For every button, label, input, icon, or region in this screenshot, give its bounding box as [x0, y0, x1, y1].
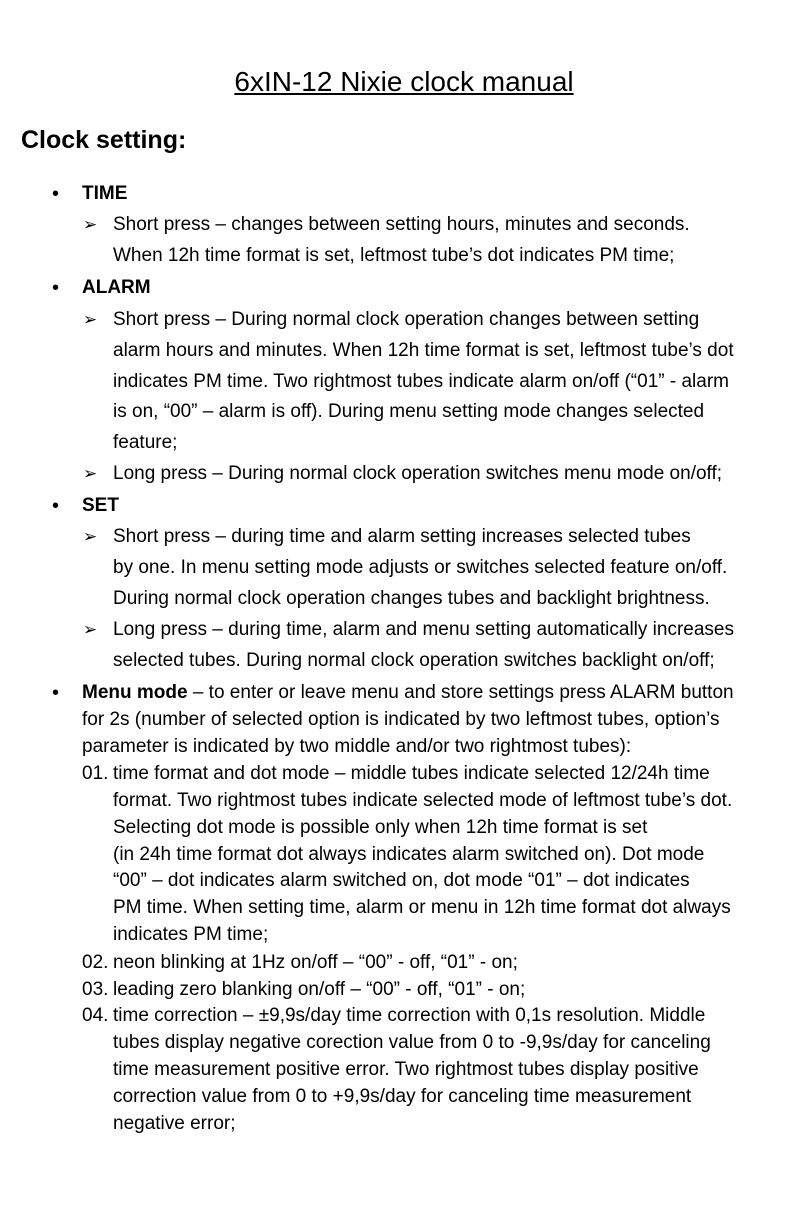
section-heading-text: Clock setting: [21, 126, 178, 154]
button-name-alarm: ALARM: [82, 277, 151, 298]
text-line: Short press – changes between setting hours, minutes and seconds.: [113, 214, 690, 235]
arrow-bullet-icon: ➢: [83, 620, 98, 639]
arrow-bullet-icon: ➢: [83, 215, 98, 234]
text-line: parameter is indicated by two middle and/or two rightmost tubes):: [82, 736, 632, 757]
text-line: feature;: [113, 432, 178, 453]
text-line: indicates PM time;: [113, 924, 269, 945]
text-line: alarm hours and minutes. When 12h time format is set, leftmost tube’s dot: [113, 340, 734, 361]
text-line: time format and dot mode – middle tubes indicate selected 12/24h time: [113, 763, 710, 784]
option-number: 02.: [82, 952, 109, 973]
text-line: Long press – During normal clock operation switches menu mode on/off;: [113, 463, 723, 484]
bullet-icon: •: [52, 495, 60, 517]
text-line: leading zero blanking on/off – “00” - off, “01” - on;: [113, 979, 526, 1000]
option-number: 04.: [82, 1005, 109, 1026]
arrow-bullet-icon: ➢: [83, 527, 98, 546]
button-name-menu-mode: Menu mode: [82, 682, 188, 703]
text-line: Short press – during time and alarm setting increases selected tubes: [113, 526, 691, 547]
section-heading-colon: :: [177, 126, 187, 154]
text-line: correction value from 0 to +9,9s/day for canceling time measurement: [113, 1086, 692, 1107]
text-line: – to enter or leave menu and store settings press ALARM button: [187, 682, 734, 703]
text-line: selected tubes. During normal clock operation switches backlight on/off;: [113, 650, 715, 671]
arrow-bullet-icon: ➢: [83, 464, 98, 483]
text-line: time correction – ±9,9s/day time correction with 0,1s resolution. Middle: [113, 1005, 706, 1026]
text-line: neon blinking at 1Hz on/off – “00” - off, “01” - on;: [113, 952, 518, 973]
text-line: Selecting dot mode is possible only when 12h time format is set: [113, 817, 648, 838]
section-heading: [21, 126, 186, 155]
bullet-icon: •: [52, 183, 60, 205]
button-name-set: SET: [82, 495, 119, 516]
text-line: is on, “00” – alarm is off). During menu setting mode changes selected: [113, 401, 705, 422]
document-title: 6xIN-12 Nixie clock manual: [234, 66, 574, 97]
text-line: “00” – dot indicates alarm switched on, dot mode “01” – dot indicates: [113, 870, 690, 891]
arrow-bullet-icon: ➢: [83, 310, 98, 329]
option-number: 03.: [82, 979, 109, 1000]
text-line: PM time. When setting time, alarm or menu in 12h time format dot always: [113, 897, 731, 918]
menu-mode-intro: [82, 681, 734, 705]
text-line: negative error;: [113, 1113, 236, 1134]
text-line: When 12h time format is set, leftmost tube’s dot indicates PM time;: [113, 245, 675, 266]
text-line: indicates PM time. Two rightmost tubes indicate alarm on/off (“01” - alarm: [113, 371, 729, 392]
bullet-icon: •: [52, 682, 60, 704]
text-line: Long press – during time, alarm and menu setting automatically increases: [113, 619, 734, 640]
button-name-time: TIME: [82, 183, 128, 204]
text-line: format. Two rightmost tubes indicate selected mode of leftmost tube’s dot.: [113, 790, 733, 811]
text-line: During normal clock operation changes tubes and backlight brightness.: [113, 588, 710, 609]
text-line: time measurement positive error. Two rightmost tubes display positive: [113, 1059, 699, 1080]
bullet-icon: •: [52, 277, 60, 299]
text-line: Short press – During normal clock operation changes between setting: [113, 309, 700, 330]
text-line: by one. In menu setting mode adjusts or switches selected feature on/off.: [113, 557, 728, 578]
option-number: 01.: [82, 763, 109, 784]
text-line: tubes display negative corection value from 0 to -9,9s/day for canceling: [113, 1032, 711, 1053]
text-line: for 2s (number of selected option is indicated by two leftmost tubes, option’s: [82, 709, 720, 730]
text-line: (in 24h time format dot always indicates alarm switched on). Dot mode: [113, 844, 705, 865]
